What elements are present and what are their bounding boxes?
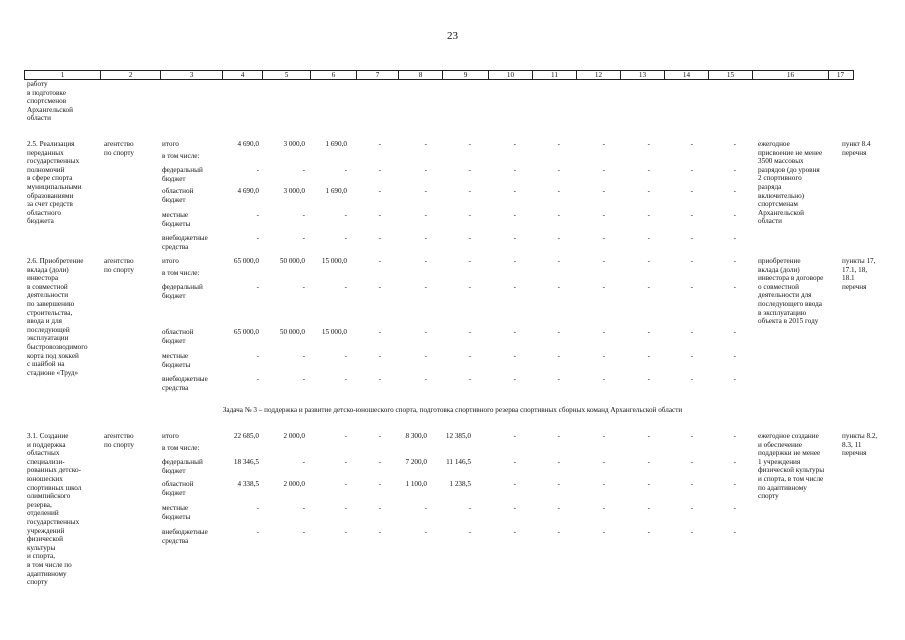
source-including-label: в том числе: xyxy=(162,269,200,277)
cell-total: 8 300,0 xyxy=(405,432,427,440)
cell-local: - xyxy=(424,211,427,219)
cell-total: 50 000,0 xyxy=(279,257,305,265)
cell-local: - xyxy=(468,211,471,219)
header-cell: 1 xyxy=(25,71,101,79)
cell-local: - xyxy=(557,504,560,512)
cell-local: - xyxy=(513,504,516,512)
indicator-link: пункт 8.4 перечня xyxy=(842,140,871,157)
continuation-text: работу в подготовке спортсменов Архангельской области xyxy=(27,80,73,123)
cell-local: - xyxy=(602,352,605,360)
header-cell: 10 xyxy=(489,71,533,79)
cell-local: - xyxy=(378,211,381,219)
cell-total: - xyxy=(513,140,516,148)
cell-federal: - xyxy=(690,166,693,174)
cell-regional: - xyxy=(602,328,605,336)
cell-extra: - xyxy=(424,375,427,383)
cell-federal: - xyxy=(602,166,605,174)
cell-extra: - xyxy=(468,528,471,536)
cell-federal: - xyxy=(256,166,259,174)
cell-extra: - xyxy=(690,375,693,383)
cell-regional: 3 000,0 xyxy=(283,187,305,195)
cell-extra: - xyxy=(647,375,650,383)
cell-federal: - xyxy=(302,283,305,291)
cell-extra: - xyxy=(513,375,516,383)
cell-total: - xyxy=(602,432,605,440)
cell-total: - xyxy=(690,432,693,440)
cell-extra: - xyxy=(647,234,650,242)
cell-regional: - xyxy=(557,328,560,336)
header-cell: 15 xyxy=(709,71,753,79)
cell-regional: - xyxy=(733,187,736,195)
cell-local: - xyxy=(378,504,381,512)
cell-regional: - xyxy=(513,187,516,195)
cell-federal: - xyxy=(256,283,259,291)
source-including-label: в том числе: xyxy=(162,444,200,452)
cell-regional: - xyxy=(424,187,427,195)
cell-local: - xyxy=(344,352,347,360)
cell-federal: - xyxy=(602,458,605,466)
cell-federal: - xyxy=(733,166,736,174)
cell-local: - xyxy=(690,211,693,219)
cell-total: 3 000,0 xyxy=(283,140,305,148)
cell-federal: - xyxy=(344,166,347,174)
executor: агентство по спорту xyxy=(104,257,135,274)
cell-local: - xyxy=(602,211,605,219)
cell-local: - xyxy=(690,504,693,512)
header-cell: 4 xyxy=(223,71,263,79)
cell-total: - xyxy=(468,140,471,148)
cell-local: - xyxy=(513,211,516,219)
cell-federal: 7 200,0 xyxy=(405,458,427,466)
header-cell: 11 xyxy=(533,71,577,79)
cell-local: - xyxy=(647,352,650,360)
source-regional-label: областной бюджет xyxy=(162,328,194,345)
cell-regional: 4 690,0 xyxy=(237,187,259,195)
measure-name: 2.5. Реализация переданных государственных полномочий в сфере спорта муниципальными образованиями за счет средств областного бюджета xyxy=(27,140,82,226)
cell-regional: 2 000,0 xyxy=(283,480,305,488)
header-cell: 13 xyxy=(621,71,665,79)
cell-total: 2 000,0 xyxy=(283,432,305,440)
source-local-label: местные бюджеты xyxy=(162,504,191,521)
cell-regional: - xyxy=(647,328,650,336)
cell-federal: - xyxy=(513,166,516,174)
cell-total: - xyxy=(690,140,693,148)
cell-regional: - xyxy=(690,328,693,336)
cell-total: - xyxy=(468,257,471,265)
cell-local: - xyxy=(557,211,560,219)
header-cell: 7 xyxy=(357,71,399,79)
cell-total: - xyxy=(557,140,560,148)
cell-total: - xyxy=(602,257,605,265)
cell-regional: - xyxy=(647,480,650,488)
cell-total: - xyxy=(424,140,427,148)
cell-federal: - xyxy=(424,283,427,291)
cell-extra: - xyxy=(302,234,305,242)
cell-regional: - xyxy=(378,328,381,336)
cell-regional: 15 000,0 xyxy=(321,328,347,336)
cell-total: - xyxy=(344,432,347,440)
cell-regional: 1 238,5 xyxy=(449,480,471,488)
cell-federal: - xyxy=(733,458,736,466)
cell-extra: - xyxy=(733,375,736,383)
cell-local: - xyxy=(424,504,427,512)
cell-local: - xyxy=(302,504,305,512)
cell-total: 4 690,0 xyxy=(237,140,259,148)
cell-federal: 18 346,5 xyxy=(233,458,259,466)
cell-extra: - xyxy=(513,234,516,242)
table-header-row xyxy=(24,70,854,80)
source-local-label: местные бюджеты xyxy=(162,211,191,228)
cell-local: - xyxy=(647,504,650,512)
cell-extra: - xyxy=(378,234,381,242)
measure-name: 3.1. Создание и поддержка областных специализи- рованных детско- юношеских спортивных школ олимпийского резерва, отделений государственных учреждений физической культуры и спорта, в том числе по адаптивному спорту xyxy=(27,432,82,587)
cell-regional: 4 338,5 xyxy=(237,480,259,488)
cell-federal: - xyxy=(344,283,347,291)
cell-local: - xyxy=(256,211,259,219)
cell-extra: - xyxy=(557,234,560,242)
cell-extra: - xyxy=(256,234,259,242)
cell-federal: - xyxy=(302,458,305,466)
header-cell: 5 xyxy=(263,71,311,79)
source-total-label: итого xyxy=(162,257,179,265)
source-extra-label: внебюджетные средства xyxy=(162,234,208,251)
cell-local: - xyxy=(344,504,347,512)
cell-federal: - xyxy=(557,166,560,174)
source-federal-label: федеральный бюджет xyxy=(162,166,203,183)
cell-regional: - xyxy=(424,328,427,336)
cell-federal: - xyxy=(513,458,516,466)
cell-total: 22 685,0 xyxy=(233,432,259,440)
task-3-heading: Задача № 3 – поддержка и развитие детско-юношеского спорта, подготовка спортивного резерва спортивных сборных команд Архангельской области xyxy=(222,406,683,414)
cell-total: - xyxy=(557,257,560,265)
header-cell: 9 xyxy=(443,71,489,79)
cell-federal: - xyxy=(557,283,560,291)
header-cell: 8 xyxy=(399,71,443,79)
cell-local: - xyxy=(468,504,471,512)
indicator-link: пункты 8.2, 8.3, 11 перечня xyxy=(842,432,878,458)
cell-regional: - xyxy=(602,187,605,195)
cell-extra: - xyxy=(647,528,650,536)
header-cell: 17 xyxy=(836,71,845,79)
cell-local: - xyxy=(513,352,516,360)
cell-extra: - xyxy=(256,375,259,383)
indicator-link: пункты 17, 17.1, 18, 18.1 перечня xyxy=(842,257,876,291)
cell-local: - xyxy=(733,211,736,219)
cell-total: - xyxy=(378,140,381,148)
page-number: 23 xyxy=(447,30,458,42)
source-total-label: итого xyxy=(162,140,179,148)
cell-extra: - xyxy=(344,528,347,536)
source-total-label: итого xyxy=(162,432,179,440)
cell-regional: - xyxy=(378,187,381,195)
cell-regional: - xyxy=(647,187,650,195)
cell-extra: - xyxy=(557,528,560,536)
cell-extra: - xyxy=(302,375,305,383)
cell-federal: - xyxy=(602,283,605,291)
header-cell: 3 xyxy=(161,71,223,79)
source-federal-label: федеральный бюджет xyxy=(162,458,203,475)
cell-federal: - xyxy=(557,458,560,466)
cell-total: - xyxy=(733,432,736,440)
cell-regional: - xyxy=(468,187,471,195)
cell-extra: - xyxy=(733,234,736,242)
cell-extra: - xyxy=(557,375,560,383)
cell-federal: - xyxy=(513,283,516,291)
cell-regional: 50 000,0 xyxy=(279,328,305,336)
cell-extra: - xyxy=(424,234,427,242)
cell-total: - xyxy=(424,257,427,265)
cell-extra: - xyxy=(468,234,471,242)
cell-total: - xyxy=(602,140,605,148)
cell-regional: - xyxy=(378,480,381,488)
cell-federal: - xyxy=(378,458,381,466)
cell-regional: - xyxy=(557,480,560,488)
cell-total: - xyxy=(733,257,736,265)
cell-regional: - xyxy=(513,328,516,336)
cell-extra: - xyxy=(378,375,381,383)
header-cell: 2 xyxy=(101,71,161,79)
cell-extra: - xyxy=(344,375,347,383)
cell-extra: - xyxy=(733,528,736,536)
cell-federal: - xyxy=(647,166,650,174)
cell-total: - xyxy=(733,140,736,148)
cell-extra: - xyxy=(256,528,259,536)
cell-extra: - xyxy=(302,528,305,536)
cell-federal: - xyxy=(378,166,381,174)
cell-extra: - xyxy=(513,528,516,536)
cell-federal: - xyxy=(302,166,305,174)
expected-result: приобретение вклада (доли) инвестора в договоре о совместной деятельности для последующего ввода в эксплуатацию объекта в 2015 году xyxy=(758,257,824,326)
cell-total: - xyxy=(647,257,650,265)
cell-federal: 11 146,5 xyxy=(446,458,471,466)
source-including-label: в том числе: xyxy=(162,152,200,160)
cell-regional: - xyxy=(513,480,516,488)
cell-total: 1 690,0 xyxy=(325,140,347,148)
cell-total: - xyxy=(513,432,516,440)
cell-extra: - xyxy=(602,234,605,242)
cell-total: - xyxy=(690,257,693,265)
source-federal-label: федеральный бюджет xyxy=(162,283,203,300)
cell-total: - xyxy=(647,432,650,440)
cell-local: - xyxy=(256,352,259,360)
cell-local: - xyxy=(378,352,381,360)
cell-extra: - xyxy=(602,375,605,383)
cell-local: - xyxy=(468,352,471,360)
cell-local: - xyxy=(424,352,427,360)
cell-regional: 65 000,0 xyxy=(233,328,259,336)
header-cell: 14 xyxy=(665,71,709,79)
cell-federal: - xyxy=(424,166,427,174)
cell-federal: - xyxy=(647,283,650,291)
cell-extra: - xyxy=(344,234,347,242)
cell-regional: - xyxy=(468,328,471,336)
cell-total: - xyxy=(378,257,381,265)
cell-federal: - xyxy=(647,458,650,466)
cell-total: - xyxy=(378,432,381,440)
expected-result: ежегодное присвоение не менее 3500 массовых разрядов (до уровня 2 спортивного разряда включительно) спортсменам Архангельской области xyxy=(758,140,823,226)
header-cell: 12 xyxy=(577,71,621,79)
cell-federal: - xyxy=(378,283,381,291)
cell-total: 12 385,0 xyxy=(445,432,471,440)
cell-local: - xyxy=(302,352,305,360)
cell-total: - xyxy=(513,257,516,265)
measure-name: 2.6. Приобретение вклада (доли) инвестора в совместной деятельности по завершению строительства, вводa и для последующей эксплуатации быстровозводимого корта под хоккей с шайбой на стадионе «Труд» xyxy=(27,257,88,377)
cell-regional: 1 690,0 xyxy=(325,187,347,195)
source-extra-label: внебюджетные средства xyxy=(162,528,208,545)
cell-local: - xyxy=(344,211,347,219)
cell-federal: - xyxy=(690,458,693,466)
cell-federal: - xyxy=(733,283,736,291)
cell-regional: - xyxy=(690,480,693,488)
cell-local: - xyxy=(647,211,650,219)
cell-federal: - xyxy=(690,283,693,291)
expected-result: ежегодное создание и обеспечение поддержки не менее 1 учреждения физической культуры и спорта, в том числе по адаптивному спорту xyxy=(758,432,825,501)
cell-extra: - xyxy=(690,234,693,242)
cell-federal: - xyxy=(468,283,471,291)
source-regional-label: областной бюджет xyxy=(162,480,194,497)
cell-total: 65 000,0 xyxy=(233,257,259,265)
header-cell: 16 xyxy=(753,71,829,79)
cell-local: - xyxy=(733,504,736,512)
cell-total: - xyxy=(557,432,560,440)
cell-extra: - xyxy=(468,375,471,383)
cell-regional: - xyxy=(690,187,693,195)
cell-federal: - xyxy=(344,458,347,466)
source-regional-label: областной бюджет xyxy=(162,187,194,204)
cell-local: - xyxy=(602,504,605,512)
cell-local: - xyxy=(256,504,259,512)
cell-extra: - xyxy=(690,528,693,536)
cell-regional: - xyxy=(602,480,605,488)
cell-regional: - xyxy=(733,328,736,336)
executor: агентство по спорту xyxy=(104,432,135,449)
cell-regional: - xyxy=(557,187,560,195)
cell-local: - xyxy=(302,211,305,219)
cell-extra: - xyxy=(424,528,427,536)
cell-regional: - xyxy=(733,480,736,488)
cell-extra: - xyxy=(378,528,381,536)
cell-local: - xyxy=(557,352,560,360)
cell-federal: - xyxy=(468,166,471,174)
cell-total: - xyxy=(647,140,650,148)
source-extra-label: внебюджетные средства xyxy=(162,375,208,392)
cell-regional: 1 100,0 xyxy=(405,480,427,488)
header-cell: 6 xyxy=(311,71,357,79)
cell-regional: - xyxy=(344,480,347,488)
executor: агентство по спорту xyxy=(104,140,135,157)
cell-extra: - xyxy=(602,528,605,536)
cell-local: - xyxy=(733,352,736,360)
source-local-label: местные бюджеты xyxy=(162,352,191,369)
cell-local: - xyxy=(690,352,693,360)
cell-total: 15 000,0 xyxy=(321,257,347,265)
